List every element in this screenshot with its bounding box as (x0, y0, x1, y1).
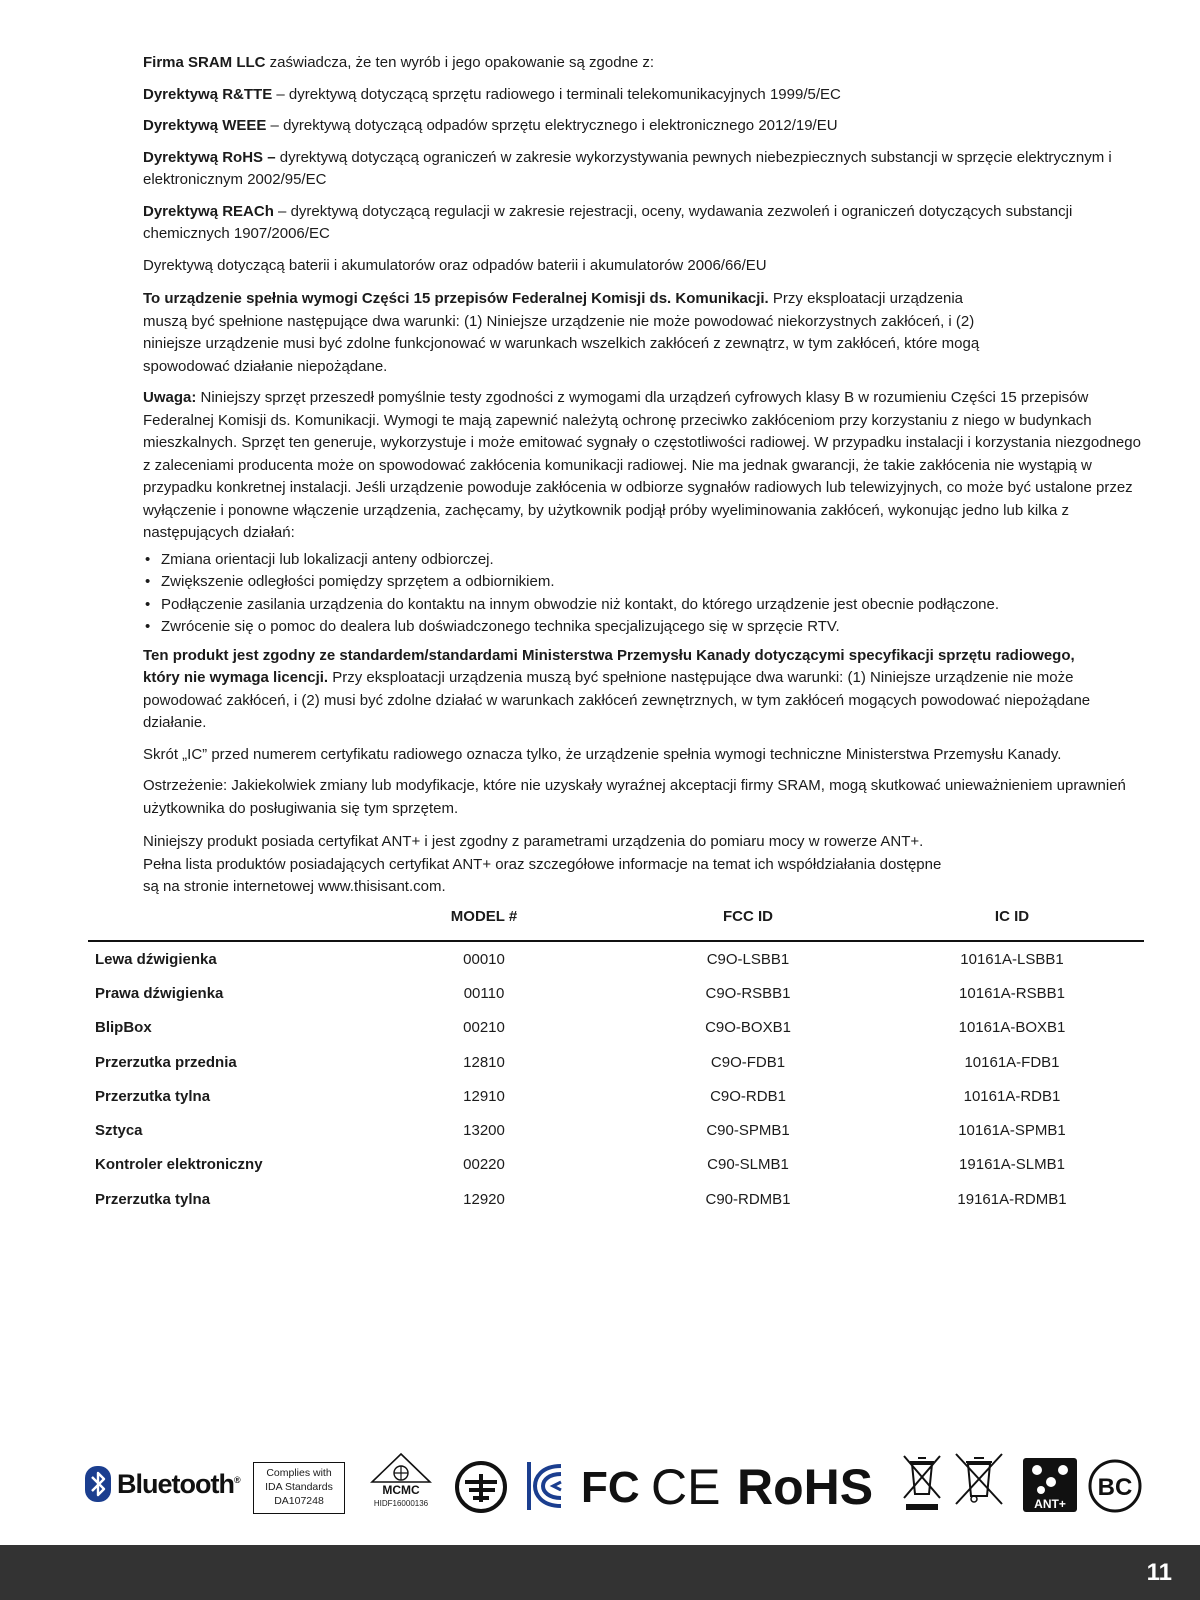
ida-compliance-box (253, 1462, 345, 1514)
telec-icon (453, 1460, 509, 1514)
model-number: 12910 (463, 1087, 505, 1105)
model-id-table (88, 902, 1144, 1216)
weee-bin-icon (952, 1452, 1006, 1508)
fcc-id: C90-SLMB1 (707, 1156, 789, 1174)
mcmc-triangle-icon (368, 1452, 434, 1496)
model-number: 13200 (463, 1122, 505, 1140)
fcc-logo-icon (581, 1460, 641, 1512)
model-number: 00220 (463, 1156, 505, 1174)
column-header-ic: IC ID (880, 902, 1144, 941)
intro-text: zaświadcza, że ten wyrób i jego opakowanie są zgodne z: (265, 54, 655, 71)
directive-rtte (143, 84, 1143, 107)
intro-paragraph (143, 52, 1143, 75)
directive-weee (143, 115, 1143, 138)
company-name: Firma SRAM LLC (143, 54, 266, 71)
ic-id: 10161A-RSBB1 (959, 984, 1065, 1002)
mcmc-logo (368, 1452, 434, 1508)
model-number: 12810 (463, 1053, 505, 1071)
ic-id: 10161A-SPMB1 (958, 1122, 1066, 1140)
ic-id: 10161A-LSBB1 (960, 950, 1064, 968)
ant-line: Niniejszy produkt posiada certyfikat ANT+ i jest zgodny z parametrami urządzenia do pomiaru mocy w rowerze ANT+. (143, 833, 924, 850)
recommendation-list (143, 549, 1143, 639)
column-header-fcc: FCC ID (616, 902, 880, 941)
ida-line: IDA Standards (265, 1481, 333, 1493)
bc-mark-icon (1087, 1458, 1143, 1514)
product-name: BlipBox (95, 1019, 152, 1037)
ida-line: Complies with (266, 1467, 332, 1479)
table-row (88, 1079, 1144, 1113)
kc-mark-icon (527, 1460, 563, 1512)
product-name: Kontroler elektroniczny (95, 1156, 263, 1174)
directive-text: – dyrektywą dotyczącą sprzętu radiowego i terminali telekomunikacyjnych 1999/5/EC (272, 85, 841, 103)
ic-paragraph (143, 645, 1103, 735)
ic-id: 10161A-BOXB1 (958, 1019, 1066, 1037)
weee-bin-icon (900, 1452, 944, 1514)
directive-title: Dyrektywą R&TTE (143, 85, 273, 103)
bluetooth-wordmark (117, 1469, 240, 1500)
table-row (88, 1182, 1144, 1216)
ic-id: 10161A-RDB1 (963, 1087, 1061, 1105)
list-item: • Podłączenie zasilania urządzenia do kontaktu na innym obwodzie niż kontakt, do którego urządzenie jest obecnie podłączone. (143, 594, 1143, 617)
directive-text: – dyrektywą dotyczącą odpadów sprzętu elektrycznego i elektronicznego 2012/19/EU (266, 117, 838, 134)
fcc-paragraph (143, 288, 983, 378)
fcc-id: C90-RDMB1 (705, 1190, 791, 1208)
directive-title: Dyrektywą WEEE (143, 117, 267, 134)
registered-mark: ® (233, 1474, 240, 1485)
directive-text: dyrektywą dotyczącą ograniczeń w zakresie wykorzystywania pewnych niebezpiecznych substancji w sprzęcie elektrycznym i elektronicznym 2002/95/EC (143, 148, 1112, 188)
fcc-id: C9O-RDB1 (710, 1087, 786, 1105)
table-row (88, 1011, 1144, 1045)
fcc-id: C9O-RSBB1 (705, 984, 791, 1002)
fcc-id: C9O-FDB1 (710, 1053, 786, 1071)
ic-id: 19161A-RDMB1 (957, 1190, 1067, 1208)
column-header-model: MODEL # (352, 902, 616, 941)
bluetooth-logo (85, 1466, 240, 1502)
directive-title: Dyrektywą RoHS – (143, 148, 276, 166)
ant-line: Pełna lista produktów posiadających certyfikat ANT+ oraz szczegółowe informacje na temat ich współdziałania dostępne (143, 855, 942, 873)
ida-line: DA107248 (274, 1495, 324, 1507)
note-paragraph (143, 387, 1143, 545)
ic-title: Ten produkt jest zgodny ze standardem/standardami Ministerstwa Przemysłu Kanady dotyczącymi specyfikacji sprzętu radiowego, który nie wymaga licencji. (143, 646, 1075, 686)
fcc-id: C90-SPMB1 (706, 1122, 790, 1140)
battery-directive: Dyrektywą dotyczącą baterii i akumulatorów oraz odpadów baterii i akumulatorów 2006/66/EU (143, 256, 767, 274)
model-number: 00110 (463, 984, 505, 1002)
model-number: 12920 (463, 1190, 505, 1208)
fcc-id: C9O-BOXB1 (705, 1019, 791, 1037)
page-number: 11 (1146, 1559, 1172, 1586)
table-row (88, 941, 1144, 976)
ic-id: 10161A-FDB1 (964, 1053, 1060, 1071)
product-name: Lewa dźwigienka (95, 950, 217, 968)
table-row (88, 1045, 1144, 1079)
column-header-name (88, 902, 352, 941)
directive-rohs (143, 147, 1143, 192)
bluetooth-label: Bluetooth (117, 1468, 234, 1499)
directive-reach (143, 201, 1143, 246)
note-text: Niniejszy sprzęt przeszedł pomyślnie testy zgodności z wymogami dla urządzeń cyfrowych klasy B w rozumieniu Części 15 przepisów Federalnej Komisji ds. Komunikacji. Wymogi te mają zapewnić należytą ochronę przeciwko zakłóceniom przy korzystaniu z niego w budynkach mieszkalnych. Sprzęt ten generuje, wykorzystuje i może emitować sygnały o częstotliwości radiowej. W przypadku instalacji i korzystania niezgodnego z zaleceniami producenta może on spowodować zakłócenia komunikacji radiowej. Nie ma jednak gwarancji, że takie zakłócenia nie wystąpią w przypadku konkretnej instalacji. Jeśli urządzenie powoduje zakłócenia w odbiorze sygnałów radiowych lub telewizyjnych, co może być ustalone przez wyłączenie i ponowne włączenie urządzenia, zachęcamy, by użytkownik podjął próby wyeliminowania zakłóceń, wykonując jedno lub kilka z następujących działań: (143, 389, 1141, 541)
ant-line: są na stronie internetowej www.thisisant.com. (143, 878, 446, 895)
product-name: Przerzutka tylna (95, 1190, 211, 1208)
ic-id: 19161A-SLMB1 (959, 1156, 1065, 1174)
product-name: Przerzutka przednia (95, 1053, 237, 1071)
mcmc-label: MCMC (382, 1483, 420, 1496)
rohs-logo-icon (737, 1458, 893, 1514)
fcc-id: C9O-LSBB1 (706, 950, 790, 968)
rohs-label: RoHS (737, 1459, 874, 1514)
bluetooth-icon (85, 1466, 111, 1502)
fc-label: FC (581, 1463, 640, 1512)
footer-bar (0, 1545, 1200, 1600)
fcc-title: To urządzenie spełnia wymogi Części 15 przepisów Federalnej Komisji ds. Komunikacji. (143, 290, 769, 307)
ic-text: Przy eksploatacji urządzenia muszą być spełnione następujące dwa warunki: (1) Niniejsze urządzenie nie może powodować zakłóceń, i (2) musi być zdolne działać w warunkach zakłóceń zewnętrznych, w tym zakłóceń mogących powodować niepożądane działanie. (143, 669, 1091, 731)
ant-plus-logo-icon (1023, 1458, 1077, 1512)
warning-paragraph: Ostrzeżenie: Jakiekolwiek zmiany lub modyfikacje, które nie uzyskały wyraźnej akceptacji firmy SRAM, mogą skutkować unieważnieniem uprawnień użytkownika do posługiwania się tym sprzętem. (143, 777, 1126, 817)
ic-prefix-paragraph: Skrót „IC” przed numerem certyfikatu radiowego oznacza tylko, że urządzenie spełnia wymogi techniczne Ministerstwa Przemysłu Kanady. (143, 745, 1062, 763)
list-item: • Zmiana orientacji lub lokalizacji anteny odbiorczej. (143, 549, 1143, 572)
table-row (88, 1148, 1144, 1182)
certification-logos (85, 1452, 1145, 1522)
mcmc-id: HIDF16000136 (373, 1499, 429, 1508)
ant-label: ANT+ (1034, 1497, 1066, 1511)
model-number: 00210 (463, 1019, 505, 1037)
directive-text: – dyrektywą dotyczącą regulacji w zakresie rejestracji, oceny, wydawania zezwoleń i ograniczeń dotyczących substancji chemicznych 1907/2006/EC (143, 202, 1073, 242)
ce-mark-icon (651, 1460, 721, 1512)
compliance-text (143, 52, 1143, 908)
product-name: Przerzutka tylna (95, 1087, 211, 1105)
model-number: 00010 (463, 950, 505, 968)
ant-paragraph (143, 831, 1143, 899)
ce-label: CE (651, 1460, 721, 1512)
product-name: Sztyca (95, 1122, 143, 1140)
directive-title: Dyrektywą REACh (143, 202, 274, 220)
product-name: Prawa dźwigienka (95, 984, 224, 1002)
note-title: Uwaga: (143, 389, 197, 406)
list-item: • Zwrócenie się o pomoc do dealera lub doświadczonego technika specjalizującego się w sprzęcie RTV. (143, 616, 1143, 639)
list-item: • Zwiększenie odległości pomiędzy sprzętem a odbiornikiem. (143, 571, 1143, 594)
table-header-row (88, 902, 1144, 941)
table-row (88, 1113, 1144, 1147)
table-row (88, 976, 1144, 1010)
fcc-text: Przy eksploatacji urządzenia muszą być spełnione następujące dwa warunki: (1) Niniejsze urządzenie nie może powodować niekorzystnych zakłóceń, i (2) niniejsze urządzenie musi być zdolne funkcjonować w warunkach wszelkich zakłóceń z zewnątrz, w tym zakłóceń, które mogą spowodować działanie niepożądane. (143, 290, 980, 375)
bc-label: BC (1097, 1474, 1133, 1501)
